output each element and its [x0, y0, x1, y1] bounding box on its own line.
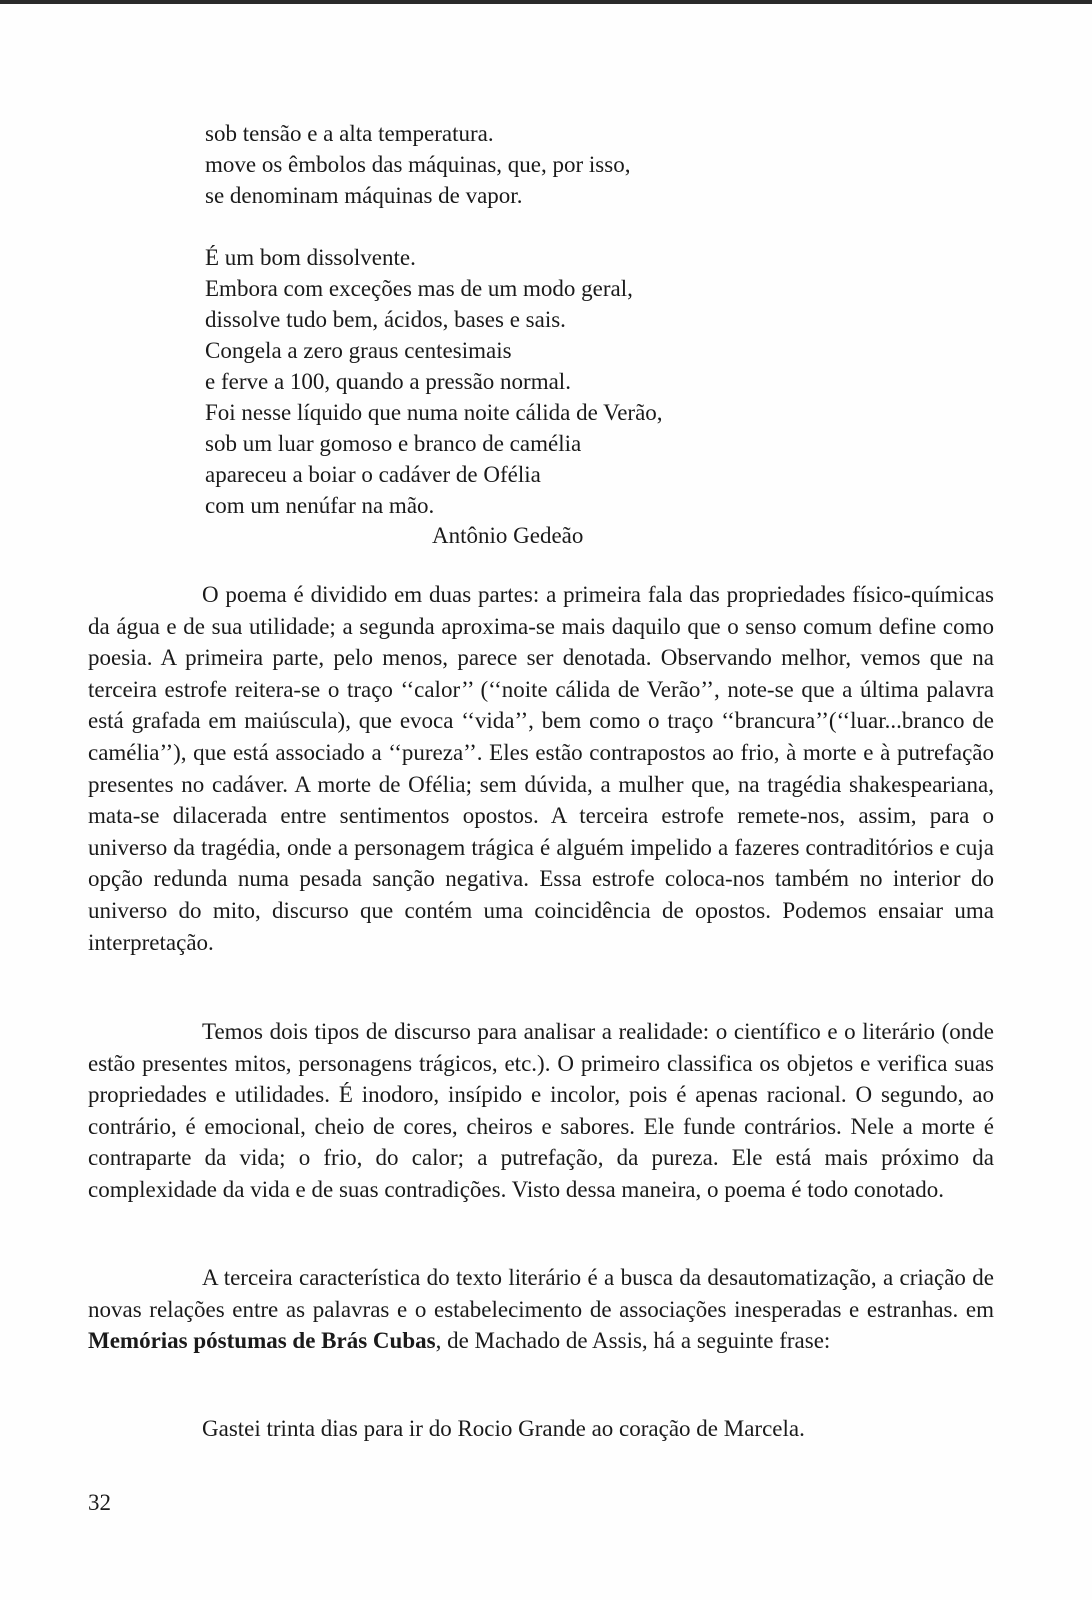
poem-line: Embora com exceções mas de um modo geral,: [205, 276, 633, 301]
poem-line: dissolve tudo bem, ácidos, bases e sais.: [205, 307, 566, 332]
poem-line: sob um luar gomoso e branco de camélia: [205, 431, 582, 456]
quoted-sentence: Gastei trinta dias para ir do Rocio Grande ao coração de Marcela.: [202, 1416, 805, 1441]
poem-line: Foi nesse líquido que numa noite cálida de Verão,: [205, 400, 663, 425]
paragraph-text: , de Machado de Assis, há a seguinte frase:: [435, 1328, 831, 1354]
paragraph-desautomatization: [88, 1262, 994, 1357]
poem-line: Congela a zero graus centesimais: [205, 338, 512, 363]
poem-line: move os êmbolos das máquinas, que, por isso,: [205, 152, 631, 177]
scan-top-edge: [0, 0, 1092, 4]
poem-author: Antônio Gedeão: [432, 523, 584, 548]
poem-line: sob tensão e a alta temperatura.: [205, 121, 494, 146]
paragraph-discourse-types: Temos dois tipos de discurso para analisar a realidade: o científico e o literário (onde estão presentes mitos, personagens trágicos, etc.). O primeiro classifica os objetos e verifica suas propriedades e utilidades. É inodoro, insípido e incolor, pois é apenas racional. O segundo, ao contrário, é emocional, cheio de cores, cheiros e sabores. Ele funde contrários. Nele a morte é contraparte da vida; o frio, do calor; a putrefação, da pureza. Ele está mais próximo da complexidade da vida e de suas contradições. Visto dessa maneira, o poema é todo conotado.: [88, 1019, 994, 1202]
poem-line: É um bom dissolvente.: [205, 245, 416, 270]
poem-line: apareceu a boiar o cadáver de Ofélia: [205, 462, 541, 487]
paragraph-text: A terceira característica do texto literário é a busca da desautomatização, a criação de novas relações entre as palavras e o estabelecimento de associações inesperadas e estranhas. em: [88, 1265, 994, 1322]
stanza-gap: [205, 211, 663, 242]
poem-excerpt: [205, 118, 663, 521]
poem-line: com um nenúfar na mão.: [205, 493, 435, 518]
poem-line: e ferve a 100, quando a pressão normal.: [205, 369, 571, 394]
paragraph-analysis: O poema é dividido em duas partes: a primeira fala das propriedades físico-químicas da água e de sua utilidade; a segunda aproxima-se mais daquilo que o senso comum define como poesia. A primeira parte, pelo menos, parece ser denotada. Observando melhor, vemos que na terceira estrofe reitera-se o traço ‘‘calor’’ (‘‘noite cálida de Verão’’, note-se que a última palavra está grafada em maiúscula), que evoca ‘‘vida’’, bem como o traço ‘‘brancura’’(‘‘luar...branco de camélia’’), que está associado a ‘‘pureza’’. Eles estão contrapostos ao frio, à morte e à putrefação presentes no cadáver. A morte de Ofélia; sem dúvida, a mulher que, na tragédia shakespeariana, mata-se dilacerada entre sentimentos opostos. A terceira estrofe remete-nos, assim, para o universo da tragédia, onde a personagem trágica é alguém impelido a fazeres contraditórios e cuja opção redunda numa pesada sanção negativa. Essa estrofe coloca-nos também no interior do universo do mito, discurso que contém uma coincidência de opostos. Podemos ensaiar uma interpretação.: [88, 582, 994, 955]
book-title: Memórias póstumas de Brás Cubas: [88, 1328, 436, 1354]
poem-line: se denominam máquinas de vapor.: [205, 183, 523, 208]
page-number: 32: [88, 1490, 111, 1515]
